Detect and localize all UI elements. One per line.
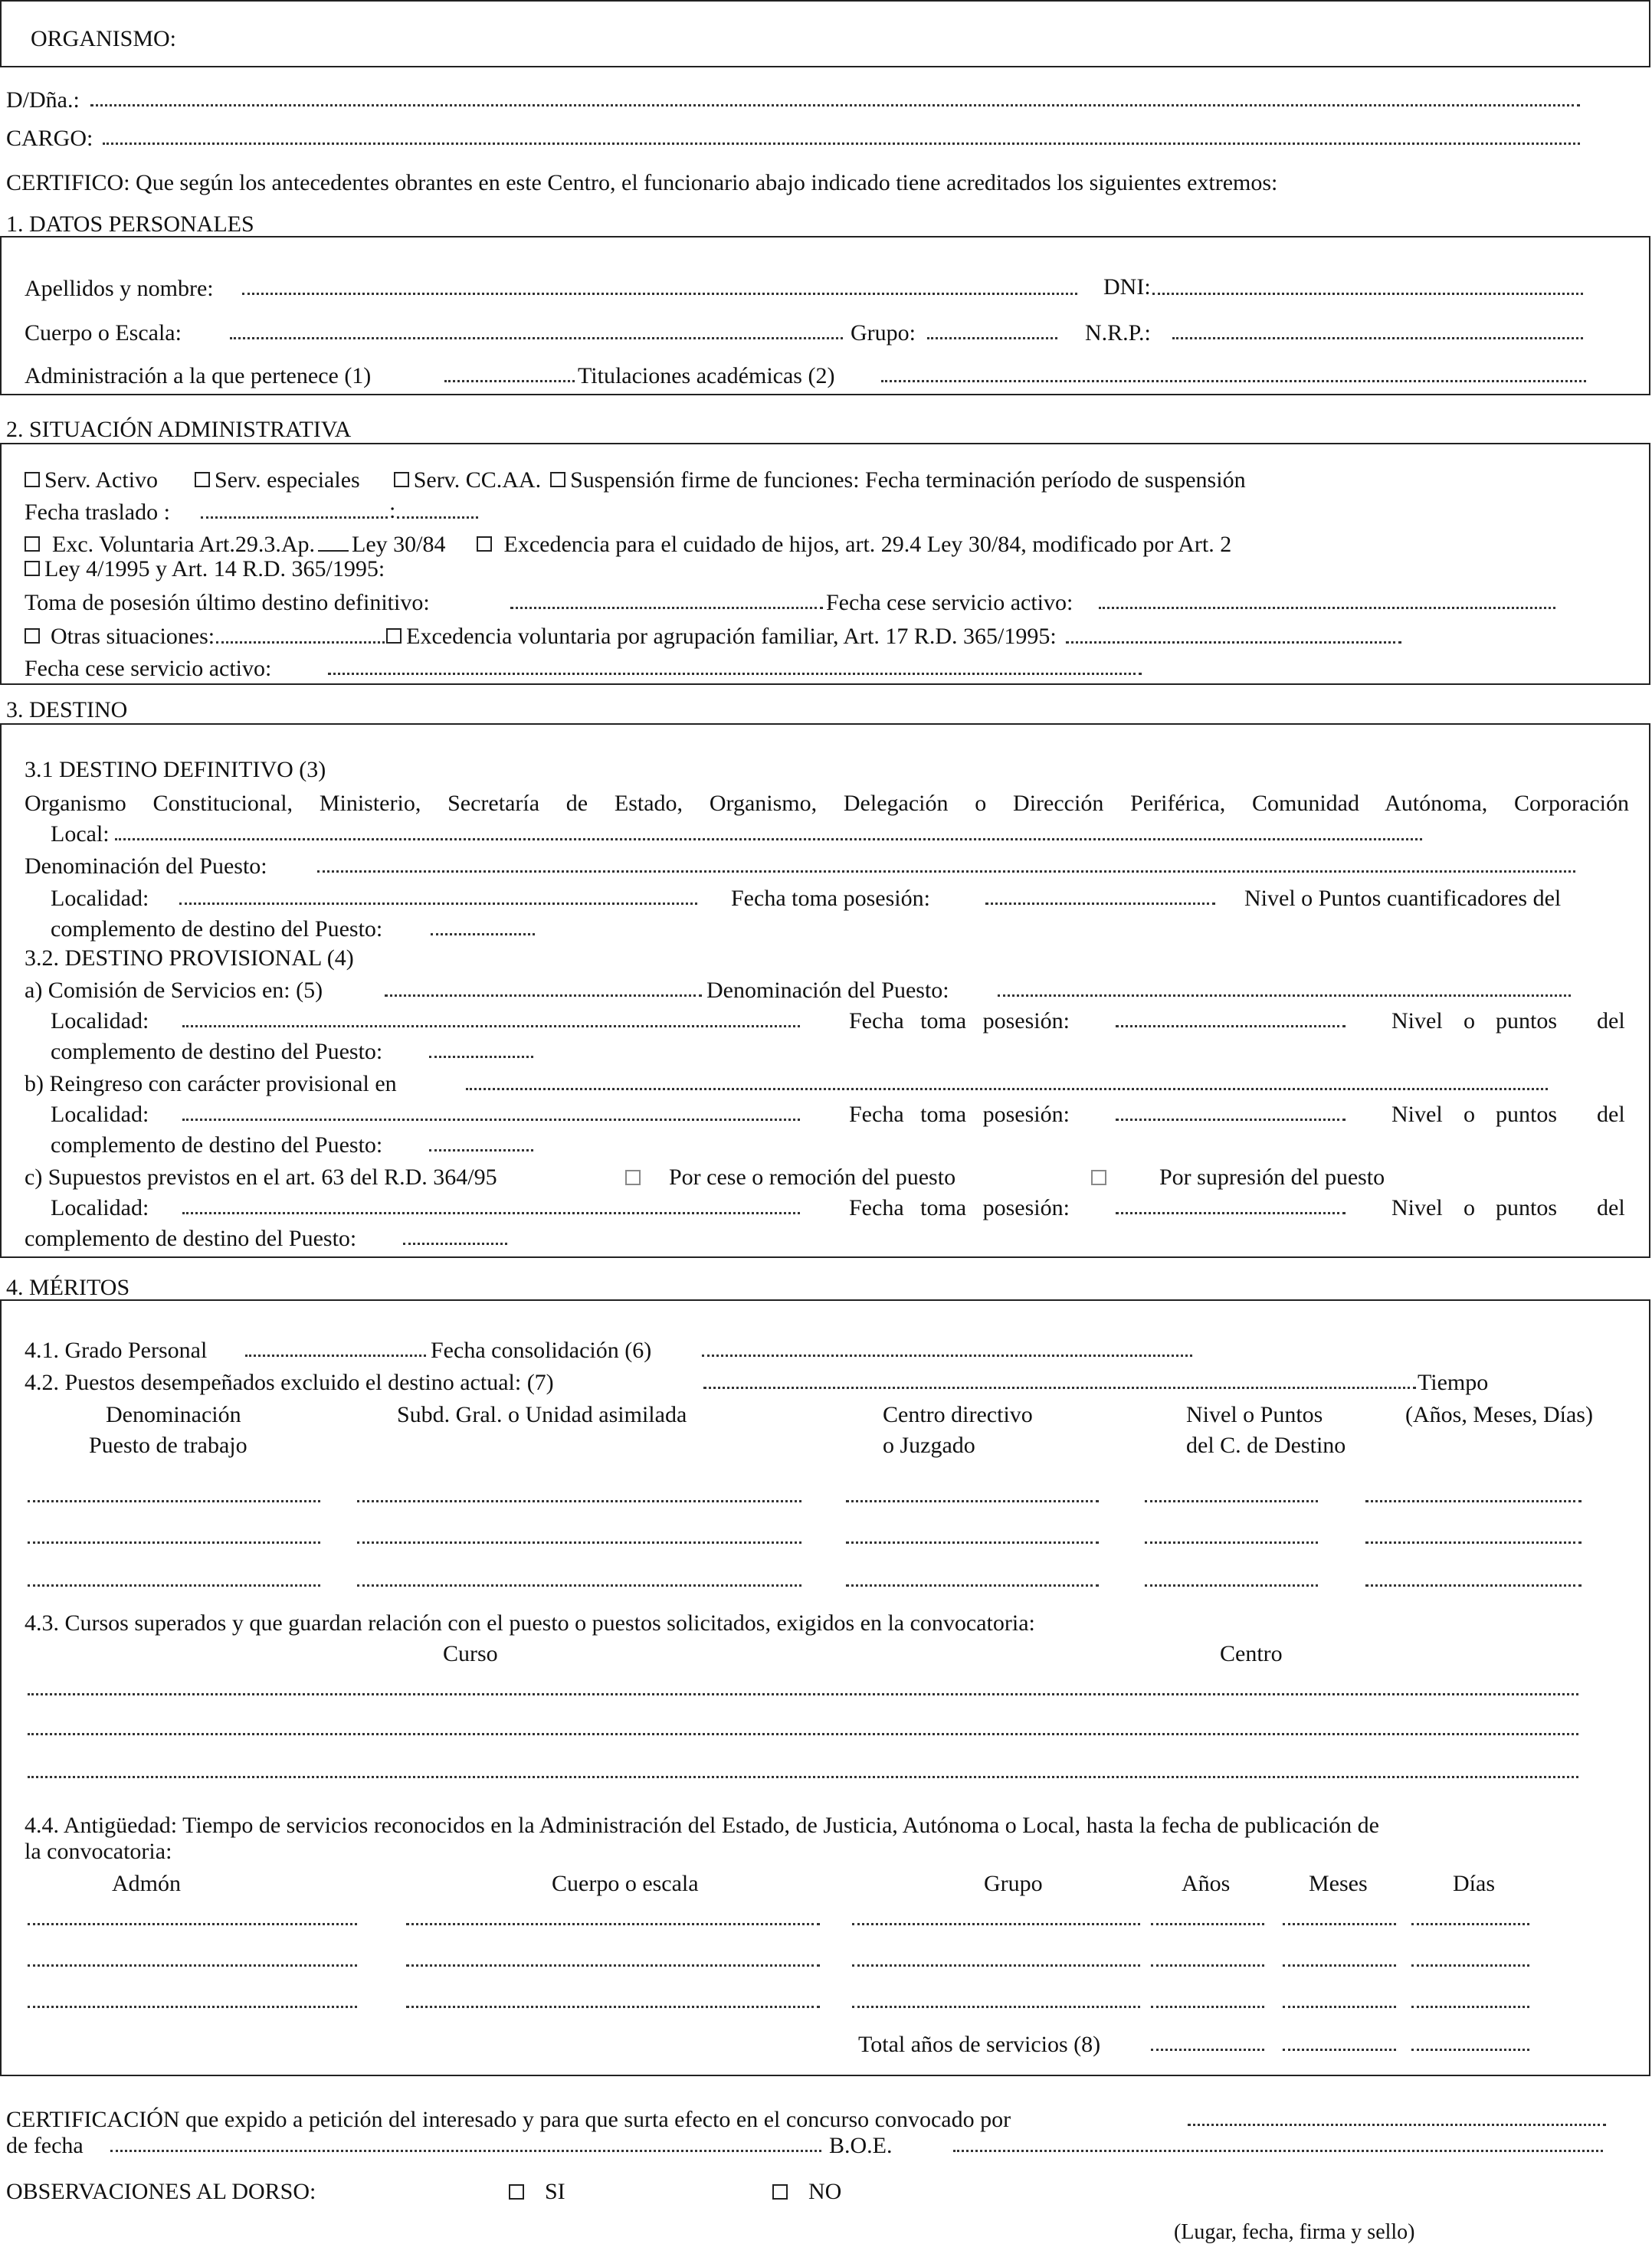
grupo-field[interactable] [927,337,1057,339]
fecha-traslado-field-a[interactable] [201,516,388,519]
puestos-row2-col4[interactable] [1145,1541,1318,1544]
b-reingreso-field[interactable] [466,1088,1548,1090]
d1-nivel-label: Nivel o Puntos cuantificadores del [1244,886,1562,911]
col-subd: Subd. Gral. o Unidad asimilada [397,1402,687,1427]
cuerpo-field[interactable] [230,337,843,339]
d-dna-field[interactable] [90,104,1580,106]
b-fecha-toma-label: Fecha toma posesión: [849,1102,1070,1127]
otras-situaciones-checkbox[interactable] [25,628,40,644]
fecha-cese-1-field[interactable] [1099,607,1555,609]
cuerpo-label: Cuerpo o Escala: [25,320,182,346]
de-fecha-field[interactable] [110,2150,821,2152]
otras-situaciones-field[interactable] [216,641,385,644]
b-localidad-label: Localidad: [51,1102,149,1127]
exc-voluntaria-checkbox[interactable] [25,536,40,552]
administracion-label: Administración a la que pertenece (1) [25,363,372,388]
col-nivel: Nivel o Puntos [1186,1402,1323,1427]
no-label: NO [808,2179,842,2204]
no-checkbox[interactable] [772,2184,788,2200]
b-nivel-o: o [1464,1102,1475,1127]
antig-row2-admon[interactable] [28,1964,357,1967]
c-cese-label: Por cese o remoción del puesto [669,1165,956,1190]
ley-41995-checkbox[interactable] [25,561,40,576]
antig-row3-grupo[interactable] [852,2006,1140,2008]
c-cese-row [625,1166,955,1189]
c-complemento-label: complemento de destino del Puesto: [25,1226,357,1251]
antig-row3-meses[interactable] [1283,2006,1396,2008]
c-fecha-toma-field[interactable] [1116,1212,1346,1214]
puestos-row1-col3[interactable] [846,1500,1099,1502]
d1-local-label: Local: [51,821,110,847]
puestos-row1-col4[interactable] [1145,1500,1318,1502]
section2-title: 2. SITUACIÓN ADMINISTRATIVA [6,417,352,442]
col-admon: Admón [112,1871,181,1896]
si-checkbox[interactable] [509,2184,524,2200]
nrp-field[interactable] [1172,337,1583,339]
antig-row2-anos[interactable] [1151,1964,1264,1967]
d1-fecha-toma-field[interactable] [985,903,1215,905]
excedencia-hijos-checkbox[interactable] [477,536,492,552]
c-nivel-puntos: puntos [1496,1195,1558,1220]
c-fecha-toma-label: Fecha toma posesión: [849,1195,1070,1220]
situacion-row1 [25,469,1246,492]
c-supuestos-label: c) Supuestos previstos en el art. 63 del R.D. 364/95 [25,1165,497,1190]
administracion-field[interactable] [444,380,575,382]
puestos-row1-col5[interactable] [1365,1500,1582,1502]
d1-denominacion-label: Denominación del Puesto: [25,853,267,879]
puestos-row3-col5[interactable] [1365,1584,1582,1587]
col-dias: Días [1453,1871,1495,1896]
boe-field[interactable] [953,2150,1603,2152]
col-puesto: Puesto de trabajo [89,1433,247,1458]
de-fecha-label: de fecha [6,2133,84,2158]
titulaciones-label: Titulaciones académicas (2) [578,363,835,388]
d1-localidad-field[interactable] [179,903,697,905]
b-reingreso-label: b) Reingreso con carácter provisional en [25,1071,397,1096]
si-label: SI [545,2179,565,2204]
lugar-fecha-label: (Lugar, fecha, firma y sello) [1174,2220,1415,2244]
destino-definitivo-title: 3.1 DESTINO DEFINITIVO (3) [25,757,326,782]
d1-denominacion-field[interactable] [317,870,1575,873]
b-localidad-field[interactable] [182,1119,800,1121]
exc-voluntaria-label: Exc. Voluntaria Art.29.3.Ap. [52,532,316,557]
puestos-row3-col3[interactable] [846,1584,1099,1587]
c-localidad-label: Localidad: [51,1195,149,1220]
ley-41995-label: Ley 4/1995 y Art. 14 R.D. 365/1995: [44,556,385,581]
organismo-box [0,0,1650,67]
a-denominacion-field[interactable] [998,994,1571,997]
antig-row2-meses[interactable] [1283,1964,1396,1967]
antig-row3-dias[interactable] [1411,2006,1529,2008]
c-supresion-checkbox[interactable] [1091,1170,1106,1185]
fecha-traslado-label: Fecha traslado : [25,500,170,525]
col-juzgado: o Juzgado [883,1433,975,1458]
cursos-row1[interactable] [28,1693,1578,1695]
b-complemento-label: complemento de destino del Puesto: [51,1132,383,1158]
section4-title: 4. MÉRITOS [6,1275,130,1300]
antiguedad-line1: 4.4. Antigüedad: Tiempo de servicios reconocidos en la Administración del Estado, de Justicia, Autónoma o Local, hasta la fecha de publicación de [25,1813,1379,1838]
puestos-label: 4.2. Puestos desempeñados excluido el destino actual: (7) [25,1370,554,1395]
section1-title: 1. DATOS PERSONALES [6,211,254,237]
a-nivel-puntos: puntos [1496,1008,1558,1034]
excedencia-agrupacion-label: Excedencia voluntaria por agrupación familiar, Art. 17 R.D. 365/1995: [406,624,1057,649]
b-nivel-word: Nivel [1391,1102,1443,1127]
serv-ccaa-label: Serv. CC.AA. [413,467,542,493]
apellidos-label: Apellidos y nombre: [25,276,214,301]
d1-complemento-label: complemento de destino del Puesto: [51,916,383,942]
si-option [509,2180,565,2203]
puestos-row2-col1[interactable] [28,1541,320,1544]
d1-organismo-text: Organismo Constitucional, Ministerio, Secretaría de Estado, Organismo, Delegación o Dirección Periférica, Comunidad Autónoma, Corporación [25,791,1629,816]
excedencia-agrupacion-field[interactable] [1066,641,1401,644]
col-meses: Meses [1309,1871,1368,1896]
cursos-label: 4.3. Cursos superados y que guardan relación con el puesto o puestos solicitados, exigidos en la convocatoria: [25,1610,1035,1636]
puestos-field[interactable] [703,1387,1416,1389]
excedencia-agrupacion-checkbox[interactable] [386,628,402,644]
total-meses-field[interactable] [1283,2049,1396,2051]
toma-posesion-label: Toma de posesión último destino definitivo: [25,590,430,615]
cursos-row3[interactable] [28,1776,1578,1778]
c-cese-checkbox[interactable] [625,1170,641,1185]
tiempo-label: Tiempo [1418,1370,1489,1395]
total-dias-field[interactable] [1411,2049,1529,2051]
dni-label: DNI: [1103,274,1151,300]
a-denominacion-label: Denominación del Puesto: [706,978,949,1003]
antig-row1-grupo[interactable] [852,1923,1140,1925]
antig-row1-admon[interactable] [28,1923,357,1925]
antig-row2-cuerpo[interactable] [406,1964,820,1967]
nrp-label: N.R.P.: [1085,320,1151,346]
puestos-row3-col4[interactable] [1145,1584,1318,1587]
grado-label: 4.1. Grado Personal [25,1338,208,1363]
d1-localidad-label: Localidad: [51,886,149,911]
antig-row3-anos[interactable] [1151,2006,1264,2008]
puestos-row2-col5[interactable] [1365,1541,1582,1544]
ley-3084-label: Ley 30/84 [352,532,446,557]
section4-box [0,1299,1650,2076]
d1-complemento-field[interactable] [431,933,535,935]
a-localidad-field[interactable] [182,1025,800,1027]
c-complemento-field[interactable] [403,1243,507,1245]
b-fecha-toma-field[interactable] [1116,1119,1346,1121]
serv-activo-label: Serv. Activo [44,467,159,493]
a-comision-label: a) Comisión de Servicios en: (5) [25,978,323,1003]
col-anos: Años [1182,1871,1231,1896]
a-complemento-label: complemento de destino del Puesto: [51,1039,383,1064]
serv-especiales-label: Serv. especiales [215,467,360,493]
cargo-field[interactable] [103,143,1580,145]
a-complemento-field[interactable] [429,1056,533,1058]
total-anos-field[interactable] [1151,2049,1264,2051]
fecha-consolidacion-label: Fecha consolidación (6) [431,1338,652,1363]
a-fecha-toma-field[interactable] [1116,1025,1346,1027]
certificacion-field[interactable] [1188,2124,1606,2126]
col-centro: Centro directivo [883,1402,1033,1427]
serv-especiales-checkbox[interactable] [195,472,210,487]
c-supresion-row [1091,1166,1385,1189]
a-nivel-word: Nivel [1391,1008,1443,1034]
b-nivel-puntos: puntos [1496,1102,1558,1127]
col-centro2: Centro [1220,1641,1283,1666]
puestos-row2-col2[interactable] [357,1541,801,1544]
antig-row2-grupo[interactable] [852,1964,1140,1967]
fecha-cese-2-label: Fecha cese servicio activo: [25,656,272,681]
antig-row1-meses[interactable] [1283,1923,1396,1925]
apellidos-field[interactable] [242,293,1077,295]
no-option [772,2180,841,2203]
a-comision-field[interactable] [385,994,702,997]
destino-provisional-title: 3.2. DESTINO PROVISIONAL (4) [25,945,354,971]
fecha-cese-1-label: Fecha cese servicio activo: [826,590,1073,615]
situacion-row4 [25,558,385,581]
c-nivel-word: Nivel [1391,1195,1443,1220]
exc-apartado-field[interactable] [318,550,349,552]
titulaciones-field[interactable] [881,380,1586,382]
fecha-traslado-field-b[interactable] [397,516,478,519]
serv-ccaa-checkbox[interactable] [394,472,409,487]
d1-fecha-toma-label: Fecha toma posesión: [731,886,930,911]
puestos-row3-col2[interactable] [357,1584,801,1587]
suspension-checkbox[interactable] [550,472,565,487]
toma-posesion-field[interactable] [510,607,823,609]
col-curso: Curso [443,1641,498,1666]
c-supresion-label: Por supresión del puesto [1159,1165,1385,1190]
suspension-label: Suspensión firme de funciones: Fecha terminación período de suspensión [570,467,1246,493]
col-cdestino: del C. de Destino [1186,1433,1346,1458]
a-fecha-toma-label: Fecha toma posesión: [849,1008,1070,1034]
situacion-row3 [25,533,1231,556]
a-localidad-label: Localidad: [51,1008,149,1034]
b-complemento-field[interactable] [429,1149,533,1151]
col-grupo: Grupo [984,1871,1043,1896]
observaciones-label: OBSERVACIONES AL DORSO: [6,2179,316,2204]
c-localidad-field[interactable] [182,1212,800,1214]
antiguedad-line2: la convocatoria: [25,1839,172,1864]
d1-local-field[interactable] [115,838,1422,840]
grupo-label: Grupo: [851,320,916,346]
antig-row1-cuerpo[interactable] [406,1923,820,1925]
puestos-row1-col2[interactable] [357,1500,801,1502]
fecha-consolidacion-field[interactable] [702,1355,1192,1357]
antig-row2-dias[interactable] [1411,1964,1529,1967]
otras-situaciones-label: Otras situaciones: [51,624,215,649]
b-nivel-del: del [1597,1102,1625,1127]
dni-field[interactable] [1152,293,1583,295]
puestos-row2-col3[interactable] [846,1541,1099,1544]
puestos-row1-col1[interactable] [28,1500,320,1502]
antig-row1-dias[interactable] [1411,1923,1529,1925]
d-dna-label: D/Dña.: [6,87,80,113]
section3-title: 3. DESTINO [6,697,128,722]
certificacion-label: CERTIFICACIÓN que expido a petición del interesado y para que surta efecto en el concurso convocado por [6,2107,1011,2132]
organismo-label: ORGANISMO: [31,26,177,51]
col-tiempo: (Años, Meses, Días) [1405,1402,1593,1427]
total-anos-label: Total años de servicios (8) [858,2032,1101,2057]
cursos-row2[interactable] [28,1733,1578,1735]
excedencia-hijos-label: Excedencia para el cuidado de hijos, art. 29.4 Ley 30/84, modificado por Art. 2 [503,532,1232,557]
fecha-cese-2-field[interactable] [328,673,1142,675]
grado-field[interactable] [245,1355,426,1357]
situacion-row6 [25,625,1403,648]
a-nivel-del: del [1597,1008,1625,1034]
a-nivel-o: o [1464,1008,1475,1034]
serv-activo-checkbox[interactable] [25,472,40,487]
c-nivel-del: del [1597,1195,1625,1220]
col-cuerpo: Cuerpo o escala [552,1871,699,1896]
certifico-text: CERTIFICO: Que según los antecedentes obrantes en este Centro, el funcionario abajo indicado tiene acreditados los siguientes extremos: [6,170,1278,195]
antig-row1-anos[interactable] [1151,1923,1264,1925]
fecha-traslado-colon: : [389,498,396,523]
antig-row3-admon[interactable] [28,2006,357,2008]
antig-row3-cuerpo[interactable] [406,2006,820,2008]
col-denominacion: Denominación [106,1402,241,1427]
c-nivel-o: o [1464,1195,1475,1220]
cargo-label: CARGO: [6,126,93,151]
boe-label: B.O.E. [829,2133,893,2158]
puestos-row3-col1[interactable] [28,1584,320,1587]
